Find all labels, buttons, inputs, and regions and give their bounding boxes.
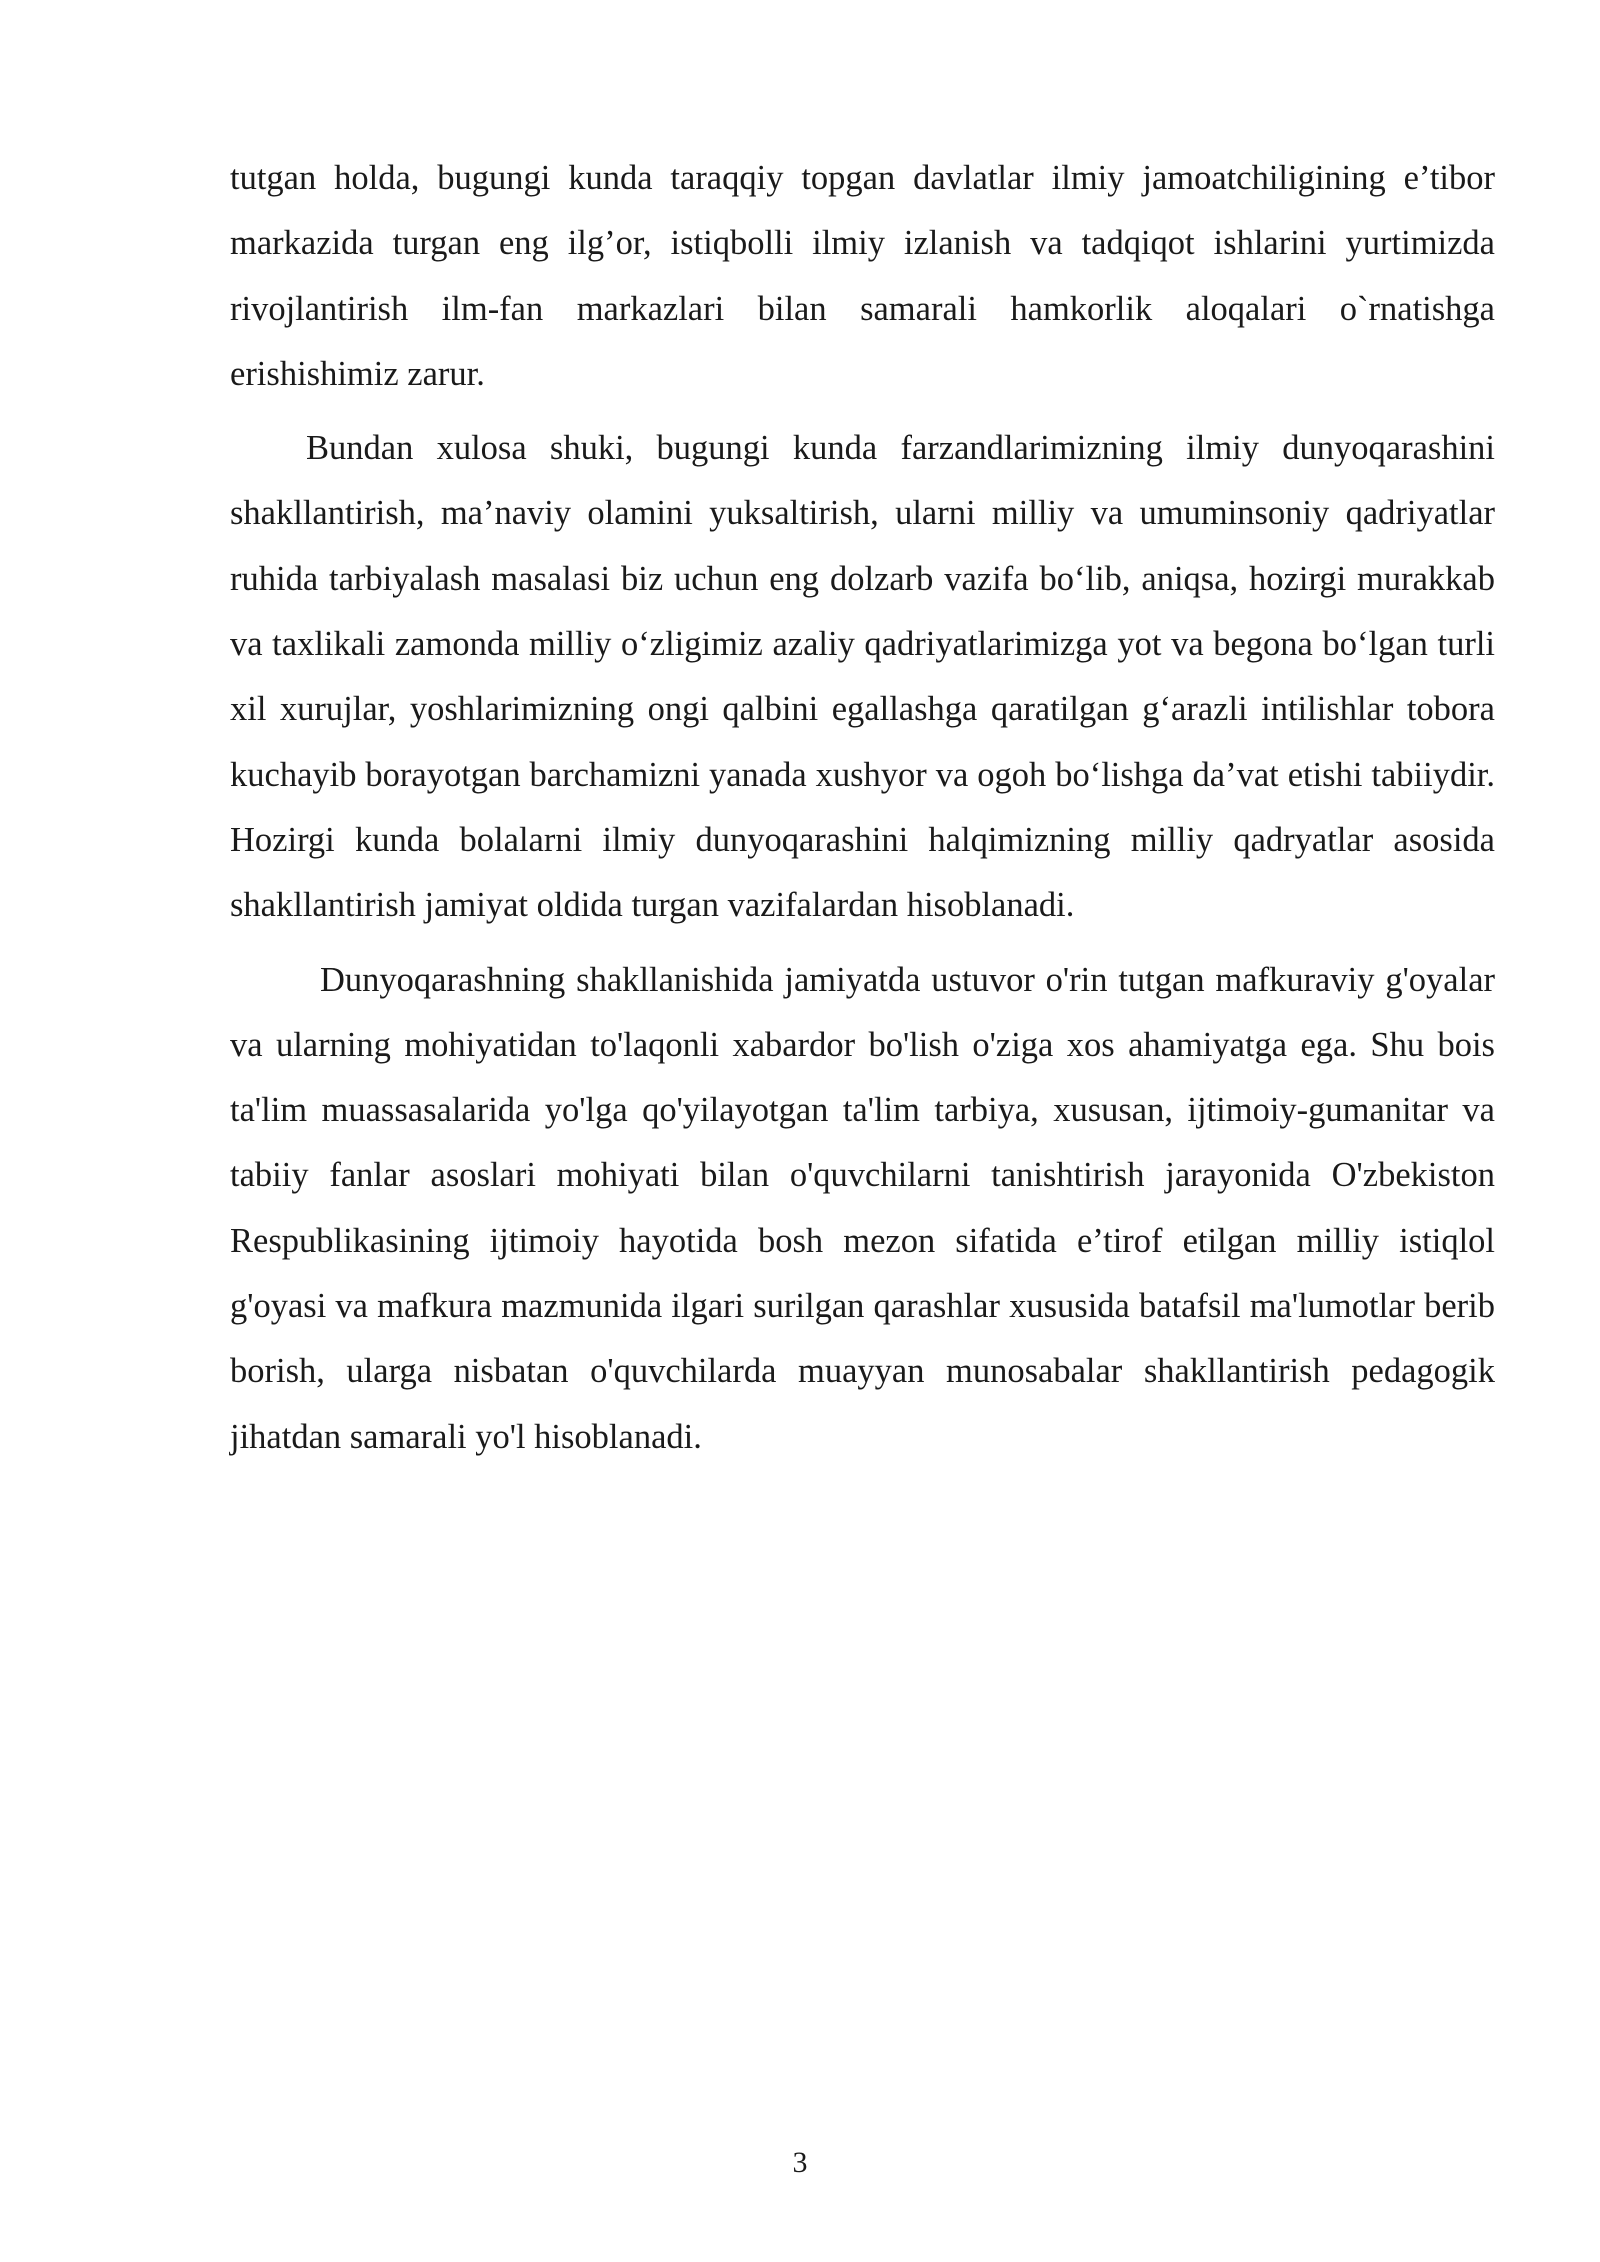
paragraph-3: Dunyoqarashning shakllanishida jamiyatda ustuvor o'rin tutgan mafkuraviy g'oyalar va ularning mohiyatidan to'laqonli xabardor bo'lish o'ziga xos ahamiyatga ega. Shu bois ta'lim muassasalarida yo'lga qo'yilayotgan ta'lim tarbiya, xususan, ijtimoiy-gumanitar va tabiiy fanlar asoslari mohiyati bilan o'quvchilarni tanishtirish jarayonida O'zbekiston Respublikasining ijtimoiy hayotida bosh mezon sifatida e’tirof etilgan milliy istiqlol g'oyasi va mafkura mazmunida ilgari surilgan qarashlar xususida batafsil ma'lumotlar berib borish, ularga nisbatan o'quvchilarda muayyan munosabalar shakllantirish pedagogik jihatdan samarali yo'l hisoblanadi. bbox=[230, 960, 1495, 1456]
page-body bbox=[230, 146, 1495, 1470]
page-number: 3 bbox=[792, 2146, 808, 2179]
paragraph-1: tutgan holda, bugungi kunda taraqqiy topgan davlatlar ilmiy jamoatchiligining e’tibor markazida turgan eng ilg’or, istiqbolli ilmiy izlanish va tadqiqot ishlarini yurtimizda rivojlantirish ilm-fan markazlari bilan samarali hamkorlik aloqalari o`rnatishga erishishimiz zarur. bbox=[230, 159, 1495, 393]
paragraph-2: Bundan xulosa shuki, bugungi kunda farzandlarimizning ilmiy dunyoqarashini shakllantirish, ma’naviy olamini yuksaltirish, ularni milliy va umuminsoniy qadriyatlar ruhida tarbiyalash masalasi biz uchun eng dolzarb vazifa bo‘lib, aniqsa, hozirgi murakkab va taxlikali zamonda milliy o‘zligimiz azaliy qadriyatlarimizga yot va begona bo‘lgan turli xil xurujlar, yoshlarimizning ongi qalbini egallashga qaratilgan g‘arazli intilishlar tobora kuchayib borayotgan barchamizni yanada xushyor va ogoh bo‘lishga da’vat etishi tabiiydir. Hozirgi kunda bolalarni ilmiy dunyoqarashini halqimizning milliy qadryatlar asosida shakllantirish jamiyat oldida turgan vazifalardan hisoblanadi. bbox=[230, 429, 1495, 925]
